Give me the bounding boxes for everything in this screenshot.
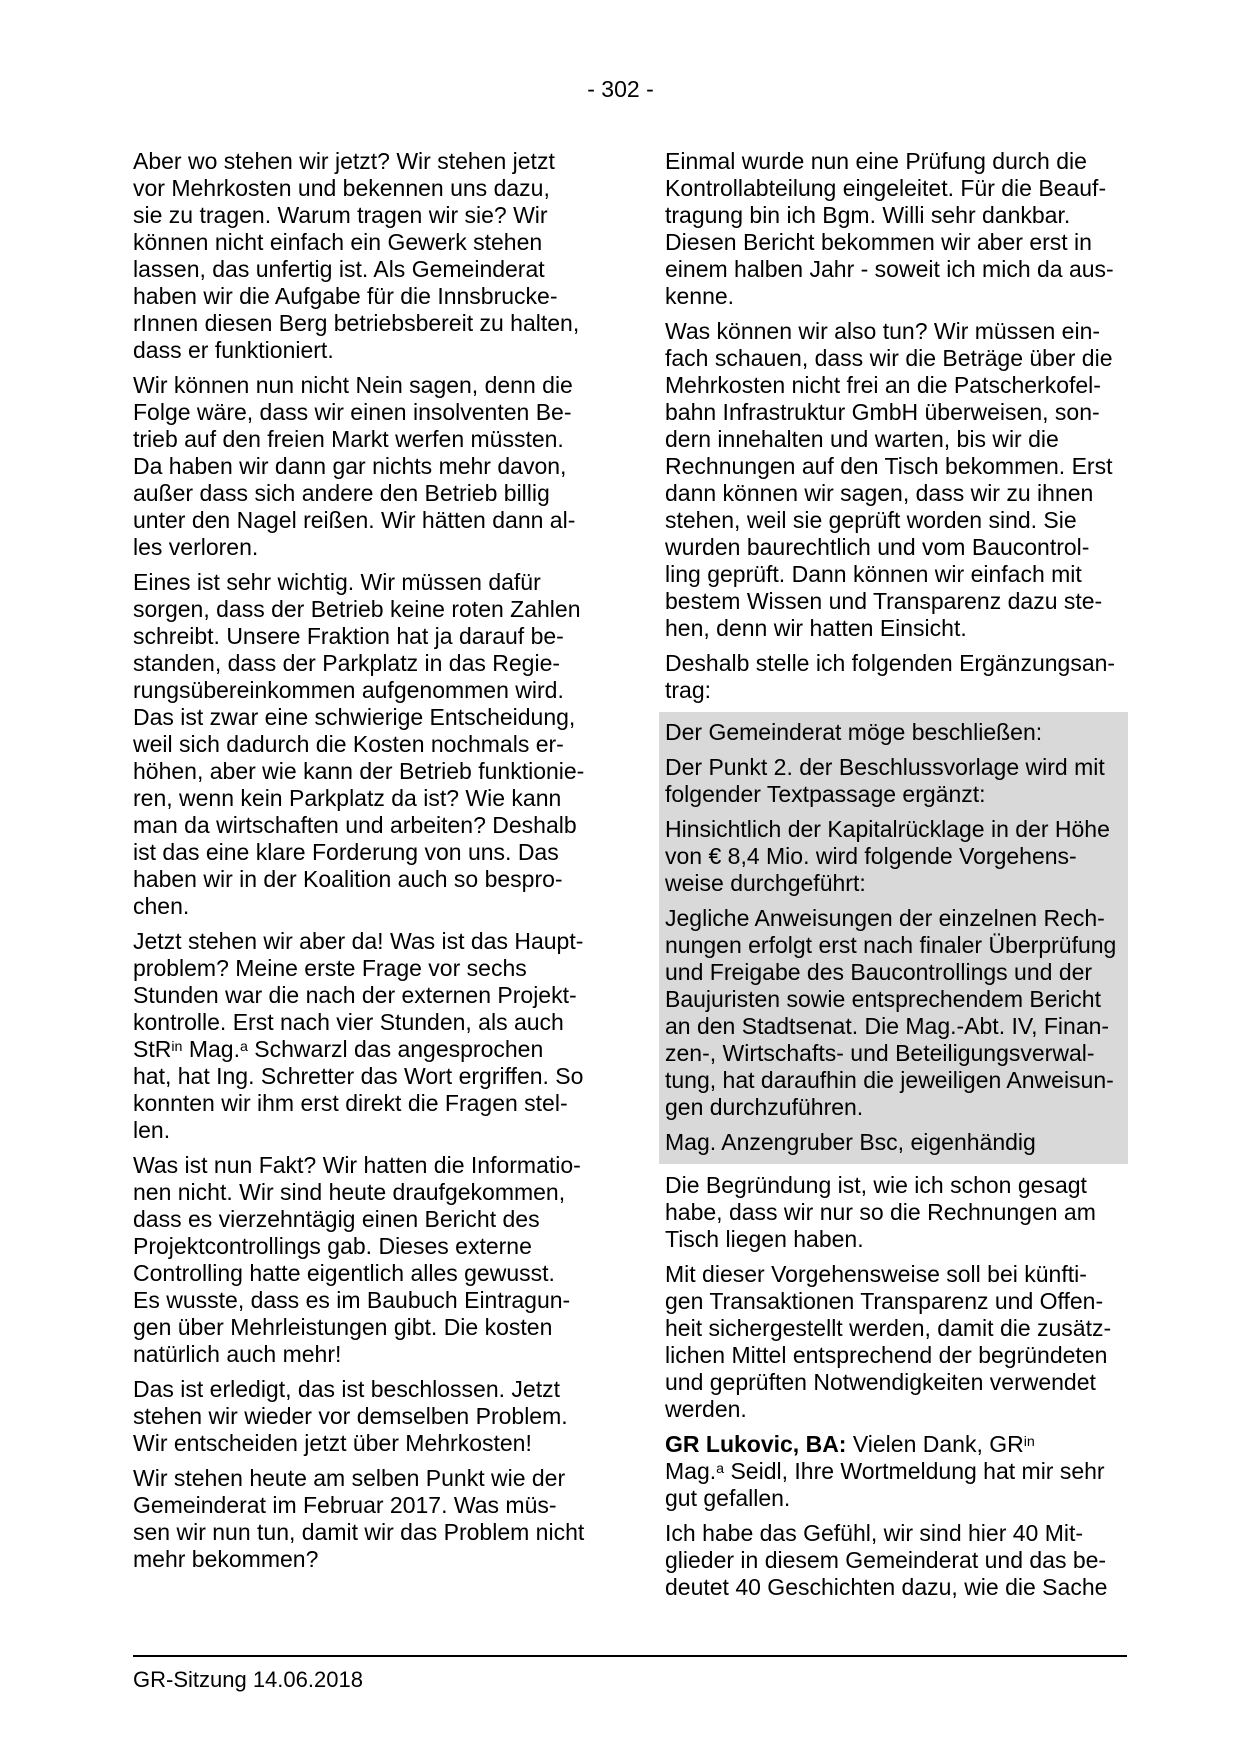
motion-paragraph: Hinsichtlich der Kapitalrücklage in der Höhe von € 8,4 Mio. wird folgende Vorgehens- weise durchgeführt: [665, 816, 1110, 896]
paragraph: Einmal wurde nun eine Prüfung durch die Kontrollabteilung eingeleitet. Für die Beauf- tragung bin ich Bgm. Willi sehr dankbar. Diesen Bericht bekommen wir aber erst in einem halben Jahr - soweit ich mich da aus- kenne. [665, 148, 1114, 309]
motion-highlight-block [659, 712, 1128, 1164]
paragraph: Jetzt stehen wir aber da! Was ist das Haupt- problem? Meine erste Frage vor sechs Stunden war die nach der externen Projekt- kontrolle. Erst nach vier Stunden, als auch StR$^{in}$ Mag.$^a$ Schwarzl das angesprochen hat, hat Ing. Schretter das Wort ergriffen. So konnten wir ihm erst direkt die Fragen stel- len. [133, 928, 584, 1143]
motion-paragraph: Jegliche Anweisungen der einzelnen Rech- nungen erfolgt erst nach finaler Überprüfung und Freigabe des Baucontrollings und der Baujuristen sowie entsprechendem Bericht an den Stadtsenat. Die Mag.-Abt. IV, Finan- zen-, Wirtschafts- und Beteiligungsverwal- tung, hat daraufhin die jeweiligen Anweisun- gen durchzuführen. [665, 905, 1117, 1120]
paragraph: Was können wir also tun? Wir müssen ein- fach schauen, dass wir die Beträge über die Mehrkosten nicht frei an die Patscherkofel- bahn Infrastruktur GmbH überweisen, son- dern innehalten und warten, bis wir die Rechnungen auf den Tisch bekommen. Erst dann können wir sagen, dass wir zu ihnen stehen, weil sie geprüft worden sind. Sie wurden baurechtlich und vom Baucontrol- ling geprüft. Dann können wir einfach mit bestem Wissen und Transparenz dazu ste- hen, denn wir hatten Einsicht. [665, 318, 1113, 641]
motion-paragraph: Der Gemeinderat möge beschließen: [665, 719, 1043, 745]
motion-paragraph: Mag. Anzengruber Bsc, eigenhändig [665, 1129, 1036, 1155]
footer-divider [133, 1655, 1127, 1657]
paragraph: Ich habe das Gefühl, wir sind hier 40 Mit- glieder in diesem Gemeinderat und das be- deutet 40 Geschichten dazu, wie die Sache [665, 1520, 1108, 1600]
footer-session-label: GR-Sitzung 14.06.2018 [133, 1667, 363, 1692]
right-text-column [665, 148, 1120, 1609]
left-text-column [133, 148, 588, 1581]
page-number: - 302 - [587, 76, 654, 102]
paragraph: Deshalb stelle ich folgenden Ergänzungsan- trag: [665, 650, 1116, 703]
paragraph: Wir stehen heute am selben Punkt wie der Gemeinderat im Februar 2017. Was müs- sen wir nun tun, damit wir das Problem nicht mehr bekommen? [133, 1465, 585, 1572]
paragraph: Die Begründung ist, wie ich schon gesagt habe, dass wir nur so die Rechnungen am Tisch liegen haben. [665, 1172, 1096, 1252]
paragraph: GR Lukovic, BA: Vielen Dank, $GR^{in}$ Mag.$^a$ Seidl, Ihre Wortmeldung hat mir sehr gut gefallen. [665, 1431, 1105, 1511]
paragraph: Das ist erledigt, das ist beschlossen. Jetzt stehen wir wieder vor demselben Problem. Wir entscheiden jetzt über Mehrkosten! [133, 1376, 568, 1456]
paragraph: Aber wo stehen wir jetzt? Wir stehen jetzt vor Mehrkosten und bekennen uns dazu, sie zu tragen. Warum tragen wir sie? Wir können nicht einfach ein Gewerk stehen lassen, das unfertig ist. Als Gemeinderat haben wir die Aufgabe für die Innsbrucke- rInnen diesen Berg betriebsbereit zu halten, dass er funktioniert. [133, 148, 580, 363]
paragraph: Was ist nun Fakt? Wir hatten die Informatio- nen nicht. Wir sind heute draufgekommen, dass es vierzehntägig einen Bericht des Projektcontrollings gab. Dieses externe Controlling hatte eigentlich alles gewusst. Es wusste, dass es im Baubuch Eintragun- gen über Mehrleistungen gibt. Die kosten natürlich auch mehr! [133, 1152, 581, 1367]
paragraph: Eines ist sehr wichtig. Wir müssen dafür sorgen, dass der Betrieb keine roten Zahlen schreibt. Unsere Fraktion hat ja darauf be- standen, dass der Parkplatz in das Regie- rungsübereinkommen aufgenommen wird. Das ist zwar eine schwierige Entscheidung, weil sich dadurch die Kosten nochmals er- höhen, aber wie kann der Betrieb funktionie- ren, wenn kein Parkplatz da ist? Wie kann man da wirtschaften und arbeiten? Deshalb ist das eine klare Forderung von uns. Das haben wir in der Koalition auch so bespro- chen. [133, 569, 585, 919]
paragraph: Wir können nun nicht Nein sagen, denn die Folge wäre, dass wir einen insolventen Be- trieb auf den freien Markt werfen müssten. Da haben wir dann gar nichts mehr davon, außer dass sich andere den Betrieb billig unter den Nagel reißen. Wir hätten dann al- les verloren. [133, 372, 576, 560]
paragraph: Mit dieser Vorgehensweise soll bei künfti- gen Transaktionen Transparenz und Offen- heit sichergestellt werden, damit die zusätz- lichen Mittel entsprechend der begründeten und geprüften Notwendigkeiten verwendet werden. [665, 1261, 1112, 1422]
motion-paragraph: Der Punkt 2. der Beschlussvorlage wird mit folgender Textpassage ergänzt: [665, 754, 1105, 807]
